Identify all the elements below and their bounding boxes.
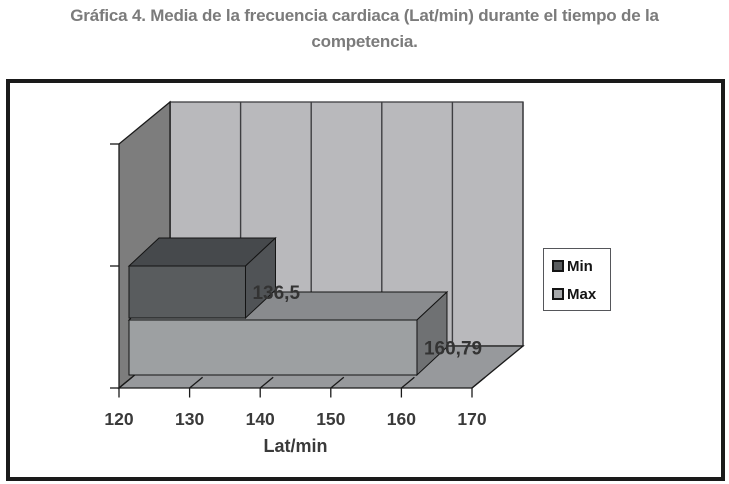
legend-label-max: Max <box>567 285 597 303</box>
bar-max-front <box>129 320 417 375</box>
x-axis-title: Lat/min <box>263 436 328 456</box>
x-tick-label: 140 <box>245 409 275 429</box>
chart-canvas <box>10 83 721 477</box>
bar-min-front <box>129 266 245 318</box>
x-tick-label: 120 <box>104 409 134 429</box>
legend-item-min <box>552 256 610 276</box>
value-label-min: 136,5 <box>252 283 301 304</box>
legend-swatch-max <box>552 288 564 300</box>
legend-swatch-min <box>552 260 564 272</box>
legend-label-min: Min <box>567 257 593 275</box>
figure-caption-line1: Gráfica 4. Media de la frecuencia cardiaca (Lat/min) durante el tiempo de la <box>70 6 659 25</box>
legend-item-max <box>552 284 610 304</box>
x-tick-label: 150 <box>316 409 346 429</box>
figure-caption-line2: competencia. <box>311 32 418 51</box>
x-tick-label: 130 <box>174 409 205 429</box>
value-label-max: 160,79 <box>423 338 483 360</box>
chart-frame <box>6 79 725 481</box>
x-tick-label: 170 <box>457 409 487 429</box>
legend-box <box>543 248 611 311</box>
figure-caption <box>0 3 729 55</box>
x-tick-label: 160 <box>386 409 417 429</box>
